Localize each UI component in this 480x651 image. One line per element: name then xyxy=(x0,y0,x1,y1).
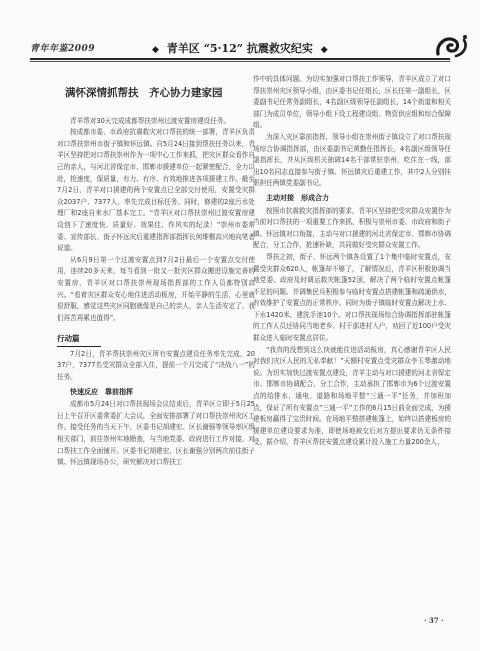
diamond-left-icon: ◆ xyxy=(152,45,159,55)
paragraph: 按照市抗震救灾指挥部的要求，青羊区坚持把受灾群众安置作为当前对口帮扶的一项重要工作来抓，积极与崇州市委、市政府和街子镇、怀远镇对口衔接，主动与对口援建的河北省保定市、邯郸市协调配合，分工合作，抢速补缺，共同做好受灾群众安置工作。 xyxy=(253,206,451,250)
chapter-region: 青羊区 xyxy=(166,42,200,55)
diamond-right-icon: ◆ xyxy=(320,45,328,55)
header-rule-thin xyxy=(30,61,450,62)
paragraph: “我真的没想到这么快就能住进活动板房，真心感谢青羊区人民对我们灾区人民的无私奉献！”天额村安置点受灾群众李玉琴激动地说。为切实加快过渡安置点建设，青羊主动与对口援建的河北省保定市、邯郸市协调配合，分工合作，主动承担了邯郸市为6个过渡安置点的给排水、通电、道路和场地平整“三通一平”任务，并加班加点，保证了所有安置点“三通一平”工作的6月15日前全面完成，为援建板房赢得了宝贵时间。在场地平整搭建帐篷上，始终以搭建板房的援建单位建设要求为准，即使场地被交后对方提出要求仍无条件接受。据介绍，青羊区帮扶安置点建设累计投入施工力量200余人、 xyxy=(253,345,451,447)
section-underline xyxy=(57,346,101,347)
paragraph: 作中的具体问题。为切实加强对口帮扶工作领导，青羊区成立了对口帮扶崇州灾区领导小组，由区委书记任组长，区长任第一副组长，区委副书记任常务副组长，4名副区级领导任副组长，14个街道和相关部门为成员单位，领导小组下设工程建设组、物资供应组和综合保障组。 xyxy=(253,75,451,130)
paragraph: 按成都市委、市政府抗震救灾对口帮扶的统一部署，青羊区负责对口帮扶崇州市街子镇和怀远镇。自5月24日接到帮扶任务以来，青羊区坚持把对口帮扶崇州作为一项中心工作来抓，把灾区群众看作自己的亲人，与河北省保定市、邯郸市援建单位一起紧密配合，全力以赴，抢速度，保质量，有力、有序、有效地推进各项援建工作。截至7月2日，青羊对口援建的两个安置点已全部交付使用，安置受灾群众2037户、7377人，率先完成目标任务。同时，修建的2座污水处理厂和2座自来水厂基本完工。“青羊区对口帮扶崇州过渡安置房建设创下了速度快、质量好、效果佳、作风实的纪录！”崇州市委常委、宣传部长、街子怀远灾后重建指挥部指挥长何维楷高兴地向笔者说道。 xyxy=(57,128,255,253)
header-rule-thick xyxy=(30,58,450,60)
page-number: · 37 · xyxy=(424,616,444,625)
subheading: 主动对接 形成合力 xyxy=(266,193,329,202)
paragraph: 为深入灾区靠前指挥，领导小组在崇州街子镇设立了对口帮扶现场综合协调指挥部，由区委副书记黄勤任指挥长，4名副区级领导任副指挥长，并从区级机关抽调14名干部常驻崇州，吃住在一线，部出10名同志直接参与街子镇、怀远镇灾后重建工作，其中2人分别挂职担任两镇党委副书记。 xyxy=(253,132,451,188)
paragraph: 从6月9日第一个过渡安置点到7月2日最后一个安置点交付使用，连续20多天来，每当看到一批又一批灾区群众搬进设施完善的安置房，青羊区对口帮扶崇州现场指挥部的工作人员都特别高兴。“看着灾区群众安心地住进活动板房，开始平静的生活，心里就很舒服，感觉这些灾区同胞就像是自己的亲人，亲人生活安定了，我们再苦再累也值得”。 xyxy=(57,255,255,322)
paragraph: 成都市5月24日对口帮扶现场会议结束后，青羊区立即于5月25日上午召开区委常委扩大会议，全面安排部署了对口帮扶崇州灾区工作。接受任务的当天下午，区委书记胡建宏、区长谢强等领导率区级相关部门，前往崇州实地勘查，与当地党委、政府进行工作对接，对口帮扶工作全面铺开。区委书记胡建宏、区长谢强分别两次前往街子镇、怀远镇现场办公，研究解决对口帮扶工 xyxy=(57,400,255,467)
article-title: 满怀深情抓帮扶 齐心协力建家园 xyxy=(65,87,223,99)
paragraph: 帮扶之初，街子、怀远两个镇各设置了1个集中临时安置点，安置受灾群众620人，帐篷却不够了，了解情况后，青羊区积极协调当地党委、政府及时调运救灾帐篷52顶，解决了两个临时安置点帐篷不足的问题。并调集民兵积极参与临时安置点搭建帐篷和疏通供水，有效维护了安置点的正常秩序。同时为街子镇临时安置点解决上水、下水1420米，建洗手池10个。对口帮扶现场综合协调指挥部驻帐篷的工作人员还协同当地老乡、村干部进村入户，劝回了近100户受灾群众进入临时安置点居住。 xyxy=(253,252,451,343)
paragraph: 7月2日，青羊帮扶崇州灾区所有安置点建设任务率先完成，2037户，7377名受灾群众全部入住，提前一个月完成了“决战八一”的任务。 xyxy=(57,349,255,382)
subheading: 快速反应 靠前指挥 xyxy=(70,387,133,396)
section-heading-text: 行动篇 xyxy=(57,334,80,344)
chapter-quote: “5·12” xyxy=(203,42,244,55)
section-heading xyxy=(57,333,255,347)
left-column xyxy=(57,74,255,469)
chapter-title xyxy=(148,40,332,56)
paragraph: 青羊帮对30天完成成都帮扶崇州过渡安置房建设任务。 xyxy=(70,116,231,125)
right-column xyxy=(253,74,451,449)
chapter-name: 抗震救灾纪实 xyxy=(246,42,313,55)
page-header xyxy=(30,34,450,62)
yearbook-title: 青年年鉴2009 xyxy=(30,44,96,54)
